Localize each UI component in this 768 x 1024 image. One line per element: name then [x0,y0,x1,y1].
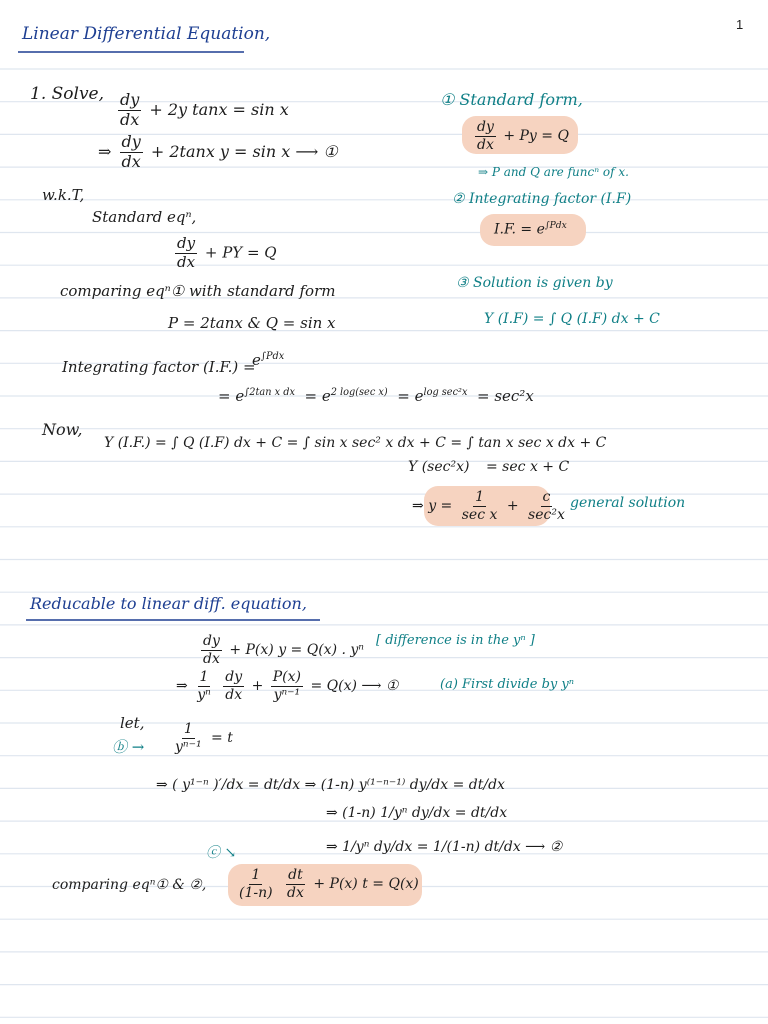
general-solution-label: general solution [570,495,686,511]
if-expression-1: $e^{\int Pdx}$ [252,351,285,369]
comparing-2-text: comparing eqⁿ① & ②, [52,877,207,893]
step-a-note: (a) First divide by yⁿ [440,677,574,692]
section1-title-underline [18,50,246,54]
bernoulli-equation: $\frac{dy}{dx}$ + P(x) y = Q(x) . yⁿ [203,633,364,667]
difference-note: [ difference is in the yⁿ ] [376,633,535,648]
equation-1: $\frac{dy}{dx}$ + 2y tanx = sin x [120,90,289,129]
question-label: 1. Solve, [30,84,105,104]
substitution: $\frac{1}{\text{yⁿ⁻¹}}$ = t [175,721,233,755]
derivation-2: ⇒ (1-n) 1/yⁿ dy/dx = dt/dx [326,805,508,821]
note-2-label: ② Integrating factor (I.F) [452,191,632,207]
equation-2: ⇒ $\frac{dy}{dx}$ + 2tanx y = sin x ⟶ ① [98,132,338,171]
standard-eq-label: Standard eqⁿ, [92,208,197,226]
note-1-label: ① Standard form, [440,90,583,109]
now-label: Now, [42,420,83,439]
derivation-3: ⇒ 1/yⁿ dy/dx = 1/(1-n) dt/dx ⟶ ② [326,839,563,855]
step-b-marker: ⓑ → [112,738,145,756]
note-3-equation: Y (I.F) = ∫ Q (I.F) dx + C [484,311,660,327]
wkt-label: w.k.T, [42,186,85,204]
note-3-label: ③ Solution is given by [456,275,613,291]
section2-title-underline [26,618,326,622]
solution-line-2-right: = sec x + C [486,459,570,475]
if-expression-2: = $e^{\int 2tan x dx} = e^{2 log(sec x)} = e^{log sec^2x} = \sec^2x$ [218,387,534,405]
note-2-equation: I.F. = $e^{\int Pdx}$ [494,221,567,238]
solution-line-1: Y (I.F.) = ∫ Q (I.F) dx + C = ∫ sin x sec² x dx + C = ∫ tan x sec x dx + C [104,435,607,451]
step-c-marker: ⓒ ↘ [206,845,237,861]
page-number: 1 [736,17,744,32]
let-label: let, [120,714,145,732]
standard-eq: $\frac{dy}{dx}$ + PY = Q [177,234,277,271]
p-q-values: P = 2tanx & Q = sin x [168,314,336,332]
section2-title: Reducable to linear diff. equation, [30,594,307,613]
section1-title: Linear Differential Equation, [22,24,271,44]
if-label: Integrating factor (I.F.) = [62,358,256,376]
solution-line-2-left: Y (sec²x) [408,459,470,475]
comparing-text: comparing eqⁿ① with standard form [60,282,336,300]
note-1-remark: ⇒ P and Q are funcⁿ of x. [478,165,629,179]
divided-equation: ⇒ $\frac{1}{\text{yⁿ}}$ $\frac{dy}{dx}$ + $\frac{P(x)}{\text{yⁿ⁻¹}}$ = Q(x) ⟶ ① [176,669,399,703]
derivation-1: ⇒ ( y¹⁻ⁿ )′/dx = dt/dx ⇒ (1-n) y⁽¹⁻ⁿ⁻¹⁾ dy/dx = dt/dx [156,777,505,793]
linear-form-result: $\frac{1}{(1-n)}$ $\frac{dt}{dx}$ + P(x) t = Q(x) [239,867,419,901]
final-answer: ⇒ y = $\frac{1}{\text{sec x}}$ + $\frac{c}{\text{sec²x}}$ [412,489,565,523]
note-1-equation: $\frac{dy}{dx}$ + Py = Q [477,119,569,153]
